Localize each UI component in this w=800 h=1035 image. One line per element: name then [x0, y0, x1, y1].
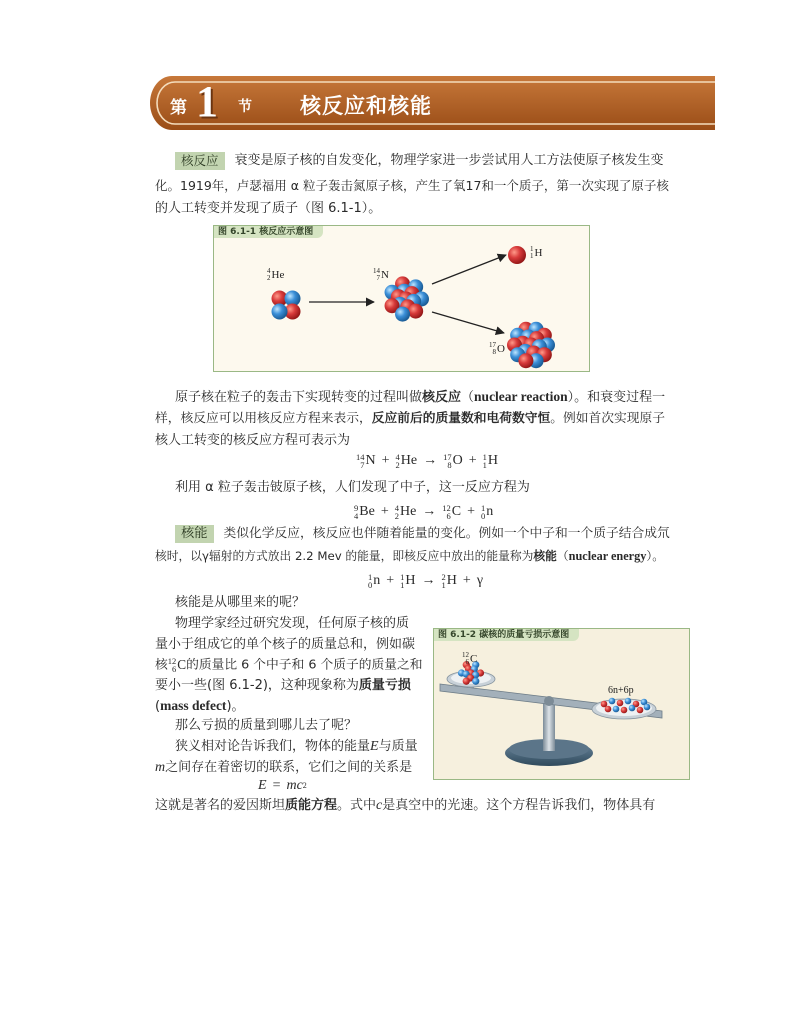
- neutron: [609, 698, 616, 705]
- label-oxygen-17: [489, 342, 505, 356]
- nuclide: [354, 502, 375, 522]
- figure-nuclear-reaction: [213, 225, 590, 372]
- scale-pillar: [543, 699, 555, 751]
- equation-beryllium-alpha: [354, 502, 493, 522]
- arrow-to-oxygen: [432, 312, 504, 333]
- element-symbol: C: [470, 653, 478, 665]
- text-run: ）。和衰变过程一: [567, 390, 666, 405]
- label-free-nucleons: 6n+6p: [608, 685, 634, 696]
- nuclide: [356, 451, 376, 471]
- element-symbol: N: [365, 453, 376, 468]
- mass-number: 1: [482, 451, 487, 462]
- figure-caption: 图 6.1-1 核反应示意图: [214, 226, 323, 238]
- nuclide: [443, 451, 463, 471]
- mass-defect-line-2: 量小于组成它的单个核子的质量总和，例如碳: [155, 637, 416, 652]
- symbol-light-speed: c: [376, 798, 383, 813]
- section-header: [148, 74, 715, 132]
- energy-line-2: [155, 547, 664, 565]
- element-symbol: He: [400, 453, 418, 468]
- atomic-number: 4: [354, 511, 359, 521]
- nuclide: [396, 451, 418, 471]
- plus-sign: +: [467, 504, 476, 519]
- element-symbol: H: [446, 573, 457, 588]
- formula-rhs: mc: [286, 778, 303, 793]
- atomic-number: 6: [446, 511, 451, 521]
- term-english-nuclear-energy: nuclear energy: [568, 549, 647, 563]
- equation-mass-energy: [258, 776, 307, 796]
- mass-number: 1: [530, 245, 534, 253]
- question-missing-mass: 那么亏损的质量到哪儿去了呢？: [175, 718, 358, 733]
- question-energy-origin: 核能是从哪里来的呢？: [175, 595, 306, 610]
- term-nuclear-reaction: 核反应: [422, 390, 462, 405]
- equals-sign: =: [272, 778, 281, 793]
- atomic-number: 2: [394, 511, 399, 521]
- plus-sign: +: [468, 453, 477, 468]
- plus-sign: +: [380, 504, 389, 519]
- mass-number: 2: [441, 571, 446, 582]
- text-run: 狭义相对论告诉我们，物体的能量: [175, 739, 371, 754]
- atomic-number: 8: [447, 460, 452, 470]
- mass-number: 14: [356, 451, 365, 462]
- mass-number: 17: [443, 451, 452, 462]
- energy-line-1: [175, 525, 670, 543]
- figure-mass-defect: [433, 628, 690, 780]
- atomic-number: 6: [465, 658, 469, 666]
- label-carbon-12: [462, 652, 477, 666]
- nuclide: [400, 571, 415, 591]
- atomic-number: 8: [492, 348, 496, 356]
- plus-sign: +: [381, 453, 390, 468]
- reaction-arrow: →: [422, 504, 437, 519]
- mass-number: 14: [373, 267, 380, 275]
- oxygen-nucleus: [507, 322, 555, 368]
- definition-line-3: 核人工转变的核反应方程可表示为: [155, 433, 351, 448]
- element-symbol: O: [452, 453, 463, 468]
- section-number: 1: [196, 77, 218, 126]
- section-title: 核反应和核能: [300, 94, 432, 118]
- text-run: 的质量比 6 个中子和 6 个质子的质量之和: [186, 657, 423, 673]
- nuclide: [442, 502, 461, 522]
- formula-lhs: E: [258, 778, 267, 793]
- atomic-number: 1: [530, 252, 534, 260]
- text-run: 类似化学反应，核反应也伴随着能量的变化。例如一个中子和一个质子结合成氘: [223, 526, 670, 541]
- term-mass-defect: 质量亏损: [358, 678, 411, 693]
- text-run: 与质量: [378, 739, 418, 754]
- mass-number: 4: [395, 451, 400, 462]
- text-run: 要小一些(图 6.1-2)，这种现象称为: [155, 678, 359, 693]
- symbol-energy: E: [370, 739, 379, 754]
- atomic-number: 0: [481, 511, 486, 521]
- text-run: 之间存在着密切的联系，它们之间的关系是: [165, 760, 413, 775]
- element-symbol: He: [399, 504, 417, 519]
- proton: [508, 246, 526, 264]
- nuclide: [481, 502, 493, 522]
- mass-defect-line-7: [155, 759, 412, 777]
- atomic-number: 1: [400, 580, 405, 590]
- text-run: 核时，以γ辐射的方式放出 2.2 Mev 的能量，即核反应中放出的能量称为: [155, 549, 534, 563]
- text-run: 原子核在粒子的轰击下实现转变的过程叫做: [175, 390, 423, 405]
- mass-number: 1: [481, 502, 486, 513]
- definition-line-2: [155, 410, 665, 428]
- topic-label-reaction: 核反应: [175, 152, 225, 170]
- formula-exponent: 2: [302, 781, 307, 790]
- text-run: )。: [226, 699, 245, 714]
- proton: [463, 678, 470, 685]
- text-run: 是真空中的光速。这个方程告诉我们，物体具有: [382, 798, 656, 813]
- text-run: 衰变是原子核的自发变化，物理学家进一步尝试用人工方法使原子核发生变: [234, 153, 664, 168]
- symbol-mass: m: [155, 760, 166, 775]
- arrow-to-proton: [432, 255, 506, 284]
- label-nitrogen-14: [373, 268, 389, 282]
- reaction-line-2: 化。1919年，卢瑟福用 α 粒子轰击氮原子核，产生了氧17和一个质子，第一次实现了原子核: [155, 178, 669, 193]
- mass-defect-line-1: 物理学家经过研究发现，任何原子核的质: [175, 616, 410, 631]
- mass-defect-line-3: [155, 656, 423, 675]
- neutron: [644, 704, 651, 711]
- proton: [518, 353, 533, 368]
- proton: [408, 304, 423, 319]
- text-run: ）。: [646, 549, 664, 563]
- text-run: 样，核反应可以用核反应方程来表示，: [155, 411, 372, 426]
- mass-number: 17: [489, 341, 496, 349]
- atomic-number: 1: [441, 580, 446, 590]
- mass-number: 4: [267, 267, 271, 275]
- atomic-number: 7: [360, 460, 365, 470]
- equation-nitrogen-alpha: [356, 451, 498, 471]
- neutron-intro-line: 利用 α 粒子轰击铍原子核，人们发现了中子，这一反应方程为: [175, 480, 530, 495]
- atomic-number: 6: [172, 664, 177, 674]
- neutron: [629, 705, 636, 712]
- mass-defect-line-4: [155, 677, 411, 695]
- nuclide: [368, 571, 380, 591]
- section-prefix: 第: [170, 98, 187, 118]
- nuclide: [483, 451, 498, 471]
- term-nuclear-energy: 核能: [533, 549, 557, 563]
- text-run: (: [155, 699, 161, 714]
- neutron: [613, 706, 620, 713]
- mass-number: 9: [354, 502, 359, 513]
- gamma-symbol: γ: [476, 573, 483, 588]
- conservation-rule: 反应前后的质量数和电荷数守恒: [371, 411, 551, 426]
- nitrogen-nucleus: [385, 276, 429, 321]
- mass-defect-line-6: [175, 738, 418, 756]
- mass-number: 4: [394, 502, 399, 513]
- atomic-number: 2: [395, 460, 400, 470]
- atomic-number: 0: [368, 580, 373, 590]
- label-helium-4: [267, 268, 284, 282]
- text-run: （: [461, 390, 475, 405]
- mass-number: 12: [167, 655, 177, 666]
- nuclide: [395, 502, 417, 522]
- reaction-arrow: →: [421, 573, 436, 588]
- neutron: [395, 307, 410, 322]
- proton: [621, 707, 628, 714]
- element-symbol: N: [381, 269, 389, 281]
- section-suffix: 节: [238, 99, 252, 115]
- label-hydrogen-1: [530, 246, 542, 260]
- element-symbol: C: [177, 657, 187, 672]
- proton: [637, 707, 644, 714]
- definition-line-1: [175, 388, 665, 407]
- term-english-nuclear-reaction: nuclear reaction: [474, 389, 568, 404]
- nuclide-carbon-12: [168, 656, 186, 674]
- atomic-number: 2: [267, 274, 271, 282]
- reaction-line-1: [175, 152, 664, 170]
- element-symbol: n: [373, 573, 381, 588]
- neutron: [272, 304, 288, 320]
- text-run: （: [556, 549, 569, 563]
- neutron: [472, 678, 479, 685]
- element-symbol: O: [497, 343, 505, 355]
- figure-caption: 图 6.1-2 碳核的质量亏损示意图: [434, 629, 579, 641]
- mass-defect-line-5: [155, 697, 245, 716]
- reaction-line-3: 的人工转变并发现了质子（图 6.1-1）。: [155, 201, 382, 216]
- plus-sign: +: [386, 573, 395, 588]
- equation-deuteron-formation: [368, 571, 483, 591]
- proton: [617, 700, 624, 707]
- term-english-mass-defect: mass defect: [160, 698, 227, 713]
- mass-number: 1: [368, 571, 373, 582]
- text-run: 这就是著名的爱因斯坦: [155, 798, 286, 813]
- scale-pivot: [544, 696, 554, 706]
- hydrogen-nucleus: [508, 246, 526, 264]
- plus-sign: +: [462, 573, 471, 588]
- atomic-number: 7: [376, 274, 380, 282]
- atomic-number: 1: [482, 460, 487, 470]
- mass-defect-line-8: [155, 797, 655, 815]
- nuclide: [442, 571, 457, 591]
- text-run: 。式中: [337, 798, 377, 813]
- mass-number: 1: [400, 571, 405, 582]
- element-symbol: n: [486, 504, 494, 519]
- term-mass-energy-equation: 质能方程: [285, 798, 338, 813]
- element-symbol: He: [271, 269, 285, 281]
- element-symbol: H: [487, 453, 499, 468]
- topic-label-energy: 核能: [175, 525, 214, 543]
- element-symbol: H: [405, 573, 416, 588]
- mass-number: 12: [442, 502, 451, 513]
- element-symbol: H: [534, 247, 543, 259]
- mass-number: 12: [462, 651, 469, 659]
- proton: [605, 706, 612, 713]
- element-symbol: Be: [359, 504, 375, 519]
- text-run: 。例如首次实现原子: [550, 411, 665, 426]
- element-symbol: C: [451, 504, 462, 519]
- helium-nucleus: [272, 291, 301, 320]
- reaction-arrow: →: [423, 453, 438, 468]
- text-run: 核: [155, 657, 168, 673]
- neutron: [625, 698, 632, 705]
